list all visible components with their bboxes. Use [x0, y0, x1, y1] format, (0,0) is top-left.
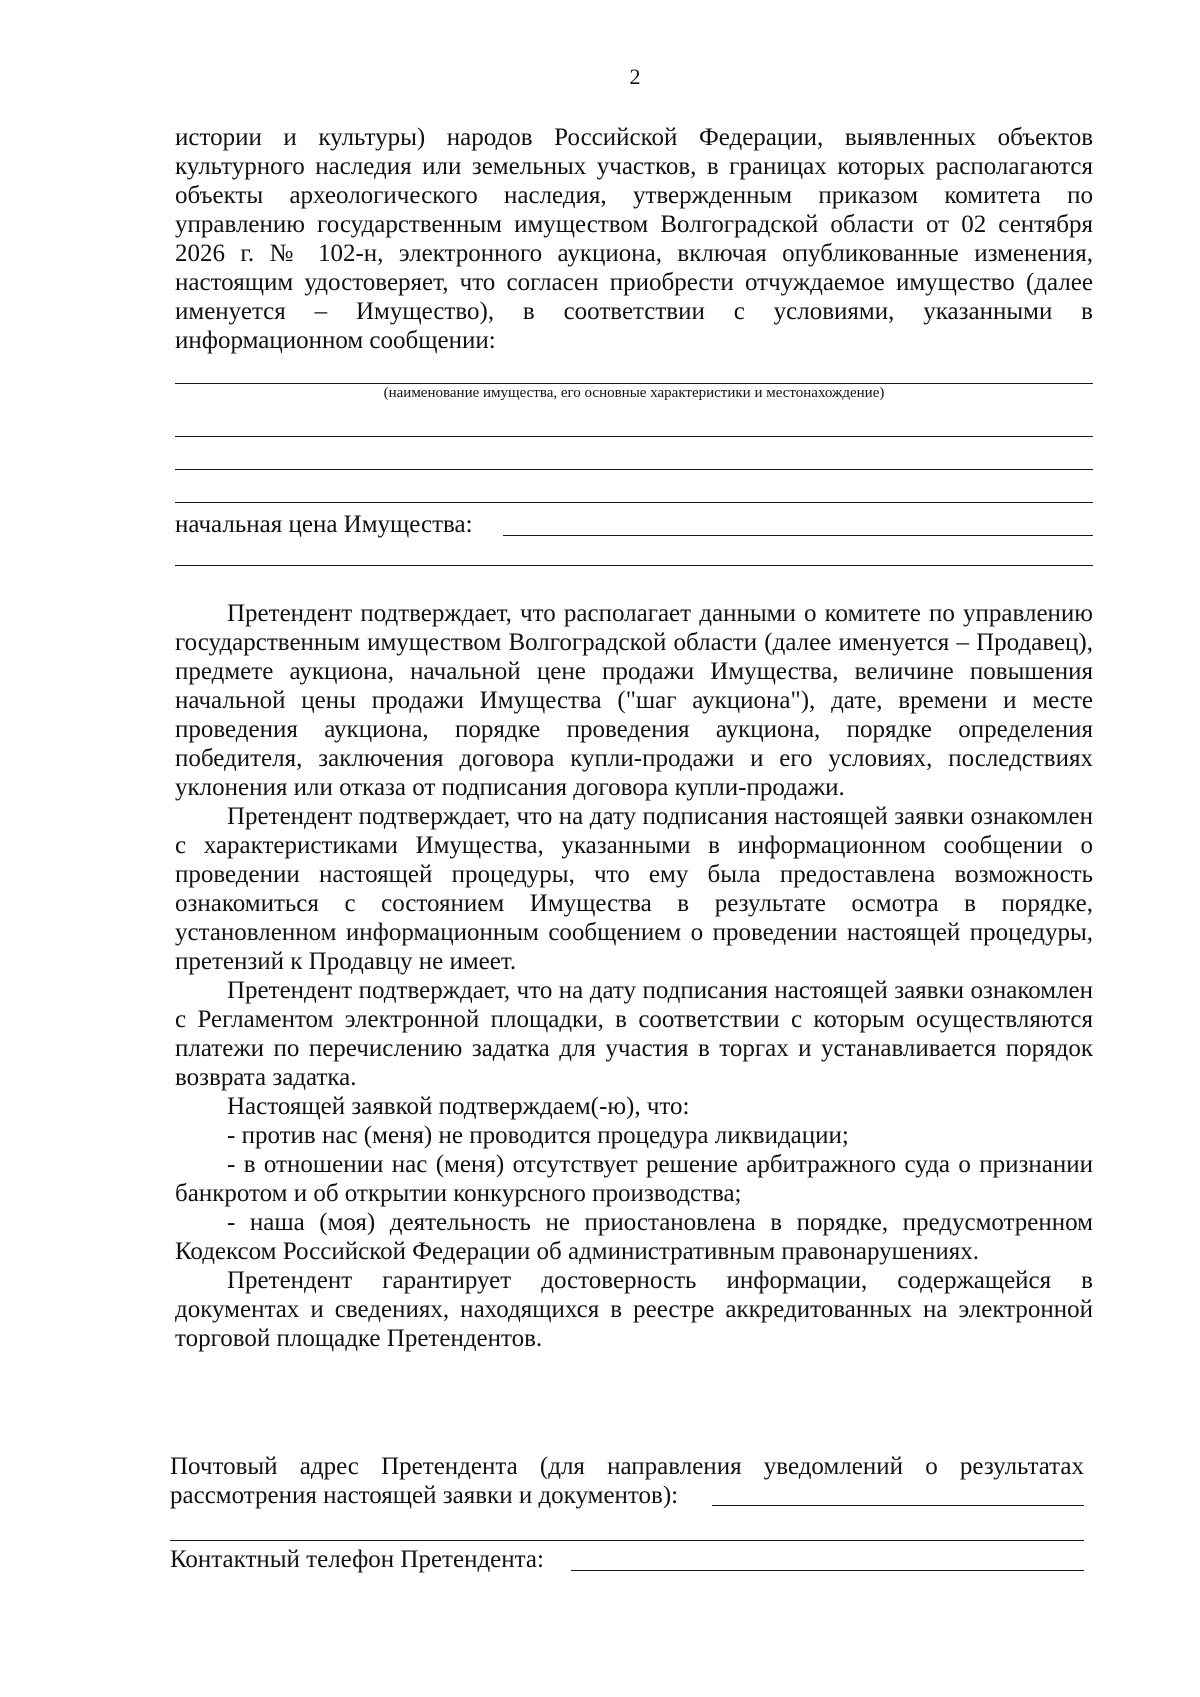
paragraph-confirmation-intro: Настоящей заявкой подтверждаем(-ю), что: — [227, 1093, 690, 1120]
paragraph-no-liquidation: - против нас (меня) не проводится процедура ликвидации; — [227, 1122, 849, 1149]
start-price-blank-line — [175, 565, 1093, 566]
property-blank-line — [175, 436, 1093, 437]
page-number: 2 — [629, 64, 641, 89]
paragraph-guarantee: Претендент гарантирует достоверность информации, содержащейся в документах и сведениях, находящихся в реестре аккредитованных на электронной торговой площадке Претендентов. — [175, 1267, 1093, 1352]
postal-address-label-continued: рассмотрения настоящей заявки и документов): — [170, 1482, 679, 1509]
postal-address-blank — [712, 1505, 1084, 1506]
paragraph-property-familiarization: Претендент подтверждает, что на дату подписания настоящей заявки ознакомлен с характеристиками Имущества, указанными в информационном сообщении о проведении настоящей процедуры, что ему была предоставлена возможность ознакомиться с состоянием Имущества в результате осмотра в порядке, установленном информационным сообщением о проведении настоящей процедуры, претензий к Продавцу не имеет. — [175, 803, 1093, 975]
postal-address-label: Почтовый адрес Претендента (для направления уведомлений о результатах — [170, 1453, 1084, 1480]
property-blank-line — [175, 469, 1093, 470]
contact-phone-blank — [571, 1570, 1084, 1571]
paragraph-no-bankruptcy: - в отношении нас (меня) отсутствует решение арбитражного суда о признании банкротом и об открытии конкурсного производства; — [175, 1151, 1093, 1207]
postal-address-blank-line — [170, 1540, 1084, 1541]
paragraph-seller-info: Претендент подтверждает, что располагает данными о комитете по управлению государственным имуществом Волгоградской области (далее именуется – Продавец), предмете аукциона, начальной цене продажи Имущества, величине повышения начальной цены продажи Имущества ("шаг аукциона"), дате, времени и месте проведения аукциона, порядке проведения аукциона, порядке определения победителя, заключения договора купли-продажи и его условиях, последствиях уклонения или отказа от подписания договора купли-продажи. — [175, 600, 1093, 801]
paragraph-not-suspended: - наша (моя) деятельность не приостановлена в порядке, предусмотренном Кодексом Российской Федерации об административным правонарушениях. — [175, 1209, 1093, 1265]
start-price-blank — [503, 535, 1093, 536]
body-text — [175, 599, 1093, 1353]
contact-phone-label: Контактный телефон Претендента: — [170, 1546, 544, 1573]
intro-paragraph: истории и культуры) народов Российской Федерации, выявленных объектов культурного наследия или земельных участков, в границах которых располагаются объекты археологического наследия, утвержденным приказом комитета по управлению государственным имуществом Волгоградской области от 02 сентября 2026 г. № 102-н, электронного аукциона, включая опубликованные изменения, настоящим удостоверяет, что согласен приобрести отчуждаемое имущество (далее именуется – Имущество), в соответствии с условиями, указанными в информационном сообщении: — [175, 124, 1093, 354]
postal-address-block — [170, 1452, 1084, 1510]
start-price-label: начальная цена Имущества: — [175, 511, 473, 538]
property-caption: (наименование имущества, его основные характеристики и местонахождение) — [383, 385, 885, 401]
property-blank-line — [175, 502, 1093, 503]
paragraph-regulations: Претендент подтверждает, что на дату подписания настоящей заявки ознакомлен с Регламентом электронной площадки, в соответствии с которым осуществляются платежи по перечислению задатка для участия в торгах и устанавливается порядок возврата задатка. — [175, 977, 1093, 1091]
